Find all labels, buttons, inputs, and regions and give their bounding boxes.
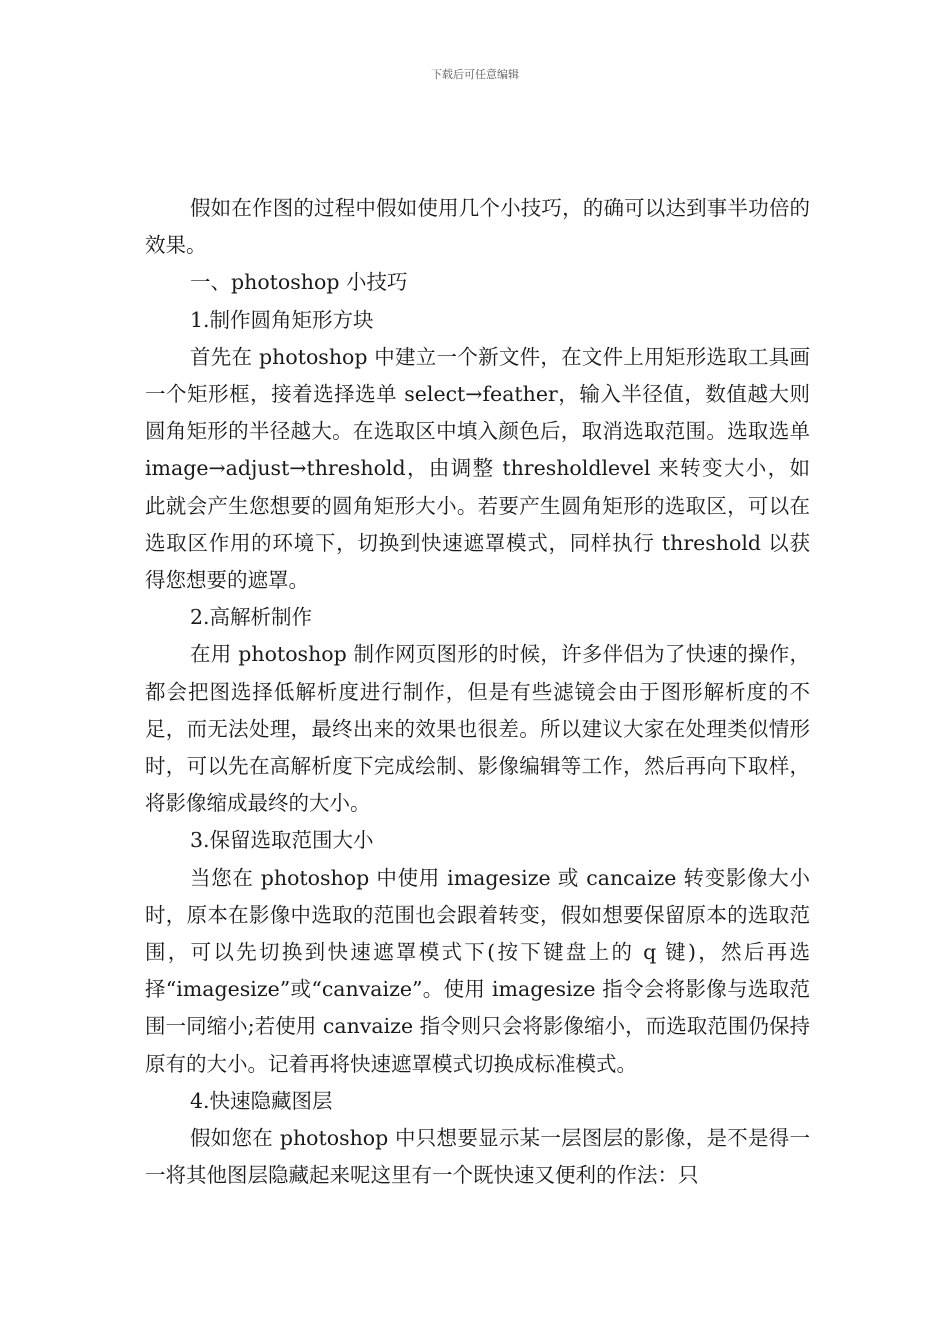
intro-paragraph: 假如在作图的过程中假如使用几个小技巧，的确可以达到事半功倍的效果。: [145, 196, 810, 258]
subsection-heading: 4.快速隐藏图层: [190, 1088, 333, 1113]
subsection-heading: 2.高解析制作: [190, 605, 313, 630]
page-header: 下载后可任意编辑: [431, 68, 519, 81]
body-paragraph: 在用 photoshop 制作网页图形的时候，许多伴侣为了快速的操作，都会把图选择低解析度进行制作，但是有些滤镜会由于图形解析度的不足，而无法处理，最终出来的效果也很差。所以建议大家在处理类似情形时，可以先在高解析度下完成绘制、影像编辑等工作，然后再向下取样，将影像缩成最终的大小。: [145, 642, 810, 816]
document-body: [145, 190, 810, 1194]
section-heading: 一、photoshop 小技巧: [190, 270, 408, 295]
subsection-heading: 3.保留选取范围大小: [190, 828, 374, 853]
body-paragraph: 假如您在 photoshop 中只想要显示某一层图层的影像，是不是得一一将其他图层隐藏起来呢这里有一个既快速又便利的作法：只: [145, 1126, 810, 1188]
body-paragraph: 当您在 photoshop 中使用 imagesize 或 cancaize 转变影像大小时，原本在影像中选取的范围也会跟着转变，假如想要保留原本的选取范围，可以先切换到快速遮罩模式下(按下键盘上的 q 键)，然后再选择“imagesize”或“canvaize”。使用 imagesize 指令会将影像与选取范围一同缩小;若使用 canvaize 指令则只会将影像缩小，而选取范围仍保持原有的大小。记着再将快速遮罩模式切换成标准模式。: [145, 865, 810, 1076]
subsection-heading: 1.制作圆角矩形方块: [190, 307, 374, 332]
body-paragraph: 首先在 photoshop 中建立一个新文件，在文件上用矩形选取工具画一个矩形框，接着选择选单 select→feather，输入半径值，数值越大则圆角矩形的半径越大。在选取区中填入颜色后，取消选取范围。选取选单 image→adjust→threshold，由调整 thresholdlevel 来转变大小，如此就会产生您想要的圆角矩形大小。若要产生圆角矩形的选取区，可以在选取区作用的环境下，切换到快速遮罩模式，同样执行 threshold 以获得您想要的遮罩。: [145, 344, 810, 593]
